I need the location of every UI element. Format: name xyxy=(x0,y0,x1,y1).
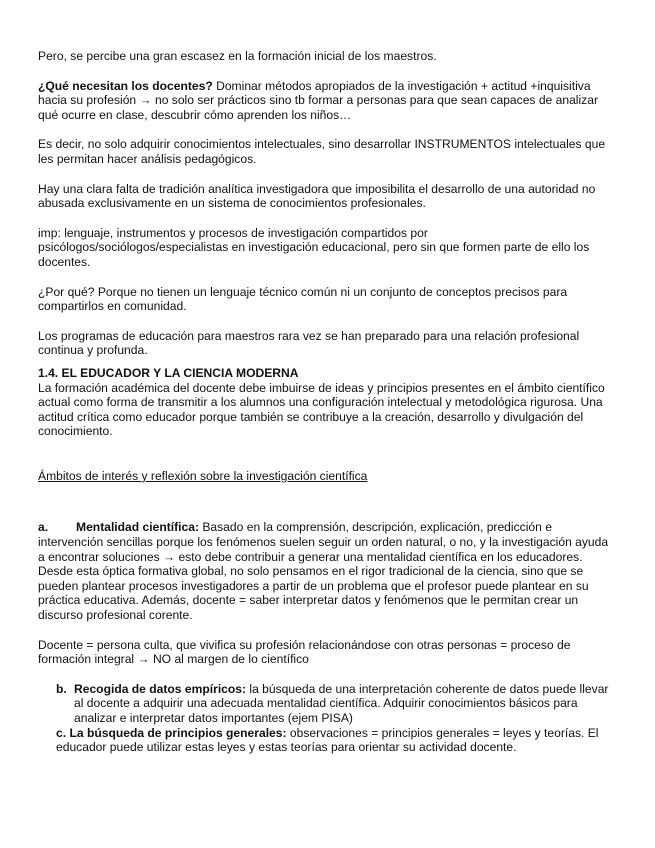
paragraph-important: imp: lenguaje, instrumentos y procesos de investigación compartidos por psicólogos/sociólogos/especialistas en investigación educacional, pero sin que formen parte de ello los docentes. xyxy=(38,225,590,269)
item-b-marker: b. xyxy=(56,681,67,696)
item-a xyxy=(38,520,618,564)
item-c-first xyxy=(38,726,618,755)
paragraph-programs: Los programas de educación para maestros rara vez se han preparado para una relación profesional continua y profunda. xyxy=(38,328,580,358)
item-c-title: La búsqueda de principios generales: xyxy=(69,725,287,740)
teacher-needs-question: ¿Qué necesitan los docentes? xyxy=(38,78,213,93)
item-a-text: Basado en la comprensión, descripción, explicación, predicción e intervención sencillas porque los fenómenos suelen seguir un orden natural, o no, y la investigación ayuda a encontrar soluciones → esto debe contribuir a generar una mentalidad científica en los educadores. xyxy=(38,520,609,564)
item-b-text: la búsqueda de una interpretación coherente de datos puede llevar al docente a adquirir una adecuada mentalidad científica. Adquirir conocimientos básicos para analizar e interpretar datos importantes (ejem PISA) xyxy=(74,681,609,725)
section-title: 1.4. EL EDUCADOR Y LA CIENCIA MODERNA xyxy=(38,365,299,380)
item-a-continuation: Desde esta óptica formativa global, no solo pensamos en el rigor tradicional de la ciencia, sino que se pueden plantear procesos investigadores a partir de un problema que el profesor puede plantear en su práctica educativa. Además, docente = saber interpretar datos y fenómenos que le permitan crear un discurso profesional corente. xyxy=(38,564,589,623)
item-b xyxy=(56,682,618,726)
teacher-needs-answer: Dominar métodos apropiados de la investigación + actitud +inquisitiva hacia su profesión → no solo ser prácticos sino tb formar a personas para que sean capaces de analizar qué ocurre en clase, descubrir cómo aprenden los niños… xyxy=(38,78,598,122)
item-a-marker: a. xyxy=(38,520,49,535)
item-a-title: Mentalidad científica: xyxy=(76,520,199,535)
paragraph-instruments: Es decir, no solo adquirir conocimientos intelectuales, sino desarrollar INSTRUMENTOS intelectuales que les permitan hacer análisis pedagógicos. xyxy=(38,137,606,166)
item-c-marker: c. xyxy=(56,725,67,740)
blank-line xyxy=(38,454,618,469)
paragraph-tradition: Hay una clara falta de tradición analítica investigadora que imposibilita el desarrollo de una autoridad no abusada exclusivamente en un sistema de conocimientos profesionales. xyxy=(38,181,596,211)
paragraph-teacher-needs xyxy=(38,79,618,123)
paragraph-docente: Docente = persona culta, que vivifica su profesión relacionándose con otras personas = proceso de formación integral → NO al margen de lo científico xyxy=(38,637,571,667)
blank-line-2 xyxy=(38,498,618,520)
item-b-title: Recogida de datos empíricos: xyxy=(74,681,247,696)
paragraph-scarcity: Pero, se percibe una gran escasez en la formación inicial de los maestros. xyxy=(38,49,437,63)
section-body: La formación académica del docente debe imbuirse de ideas y principios presentes en el ámbito científico actual como forma de transmitir a los alumnos una configuración intelectual y metodológica rigurosa. Una actitud crítica como educador porque también se contribuye a la creación, desarrollo y divulgación del conocimiento. xyxy=(38,380,605,439)
document-page xyxy=(38,49,618,755)
paragraph-why: ¿Por qué? Porque no tienen un lenguaje técnico común ni un conjunto de conceptos precisos para compartirlos en comunidad. xyxy=(38,284,568,314)
subheading: Ámbitos de interés y reflexión sobre la investigación científica xyxy=(38,468,368,483)
item-c-text: observaciones = principios generales = leyes y teorías. El educador puede utilizar estas leyes y estas teorías para orientar su actividad docente. xyxy=(56,725,599,755)
